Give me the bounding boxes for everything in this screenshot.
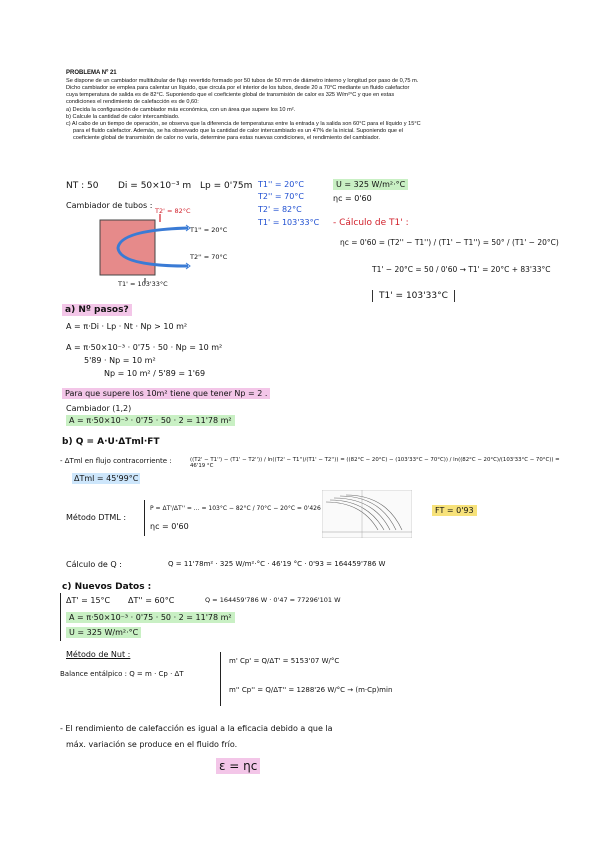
part-c-d2: ΔT'' = 60°C [128, 596, 175, 605]
part-a-l3: 5'89 · Np = 10 m² [84, 356, 156, 365]
diagram-t-in: T1'' = 20°C [190, 226, 228, 234]
data-nt: NT : 50 [66, 181, 99, 191]
calc-t1-line1: ηc = 0'60 = (T2'' − T1'') / (T1' − T1'') = 50° / (T1' − 20°C) [340, 238, 559, 247]
part-b-ntml-eta: ηc = 0'60 [150, 522, 189, 531]
diagram-label: Cambiador de tubos : [66, 201, 153, 210]
diagram-t-bot: T1' = 103'33°C [118, 280, 168, 288]
exchanger-diagram [90, 210, 200, 285]
problem-item-c: c) Al cabo de un tiempo de operación, se observa que la diferencia de temperaturas entre la entrada y la salida son 60°C para el líquido y 15°C para el fluido calefactor. Además, se ha observado que la cantidad de calor intercambiado es un 47% de la inicial. Suponiendo que el coeficiente global de transmisión de calor no varía, determine para estas nuevas condiciones, el rendimiento del cambiador. [66, 121, 421, 141]
diagram-t-top: T2' = 82°C [155, 207, 191, 215]
shell-rect [100, 220, 155, 275]
part-c-head: c) Nuevos Datos : [62, 582, 152, 592]
part-a-conclusion: Para que supere los 10m² tiene que tener Np = 2 . [62, 388, 270, 399]
problem-title: PROBLEMA Nº 21 [66, 70, 117, 76]
data-t3: T2' = 82°C [258, 205, 302, 214]
final-line1: - El rendimiento de calefacción es igual a la eficacia debido a que la [60, 724, 333, 733]
part-c-m2: m'' Cp'' = Q/ΔT'' = 1288'26 W/°C → (m·Cp)min [229, 686, 393, 694]
part-c-m1: m' Cp' = Q/ΔT' = 5153'07 W/°C [229, 657, 340, 665]
part-b-ntml-label: Método DTML : [66, 513, 127, 522]
part-c-d1: ΔT' = 15°C [66, 596, 111, 605]
part-b-q-expr: Q = 11'78m² · 325 W/m²·°C · 46'19 °C · 0'93 = 164459'786 W [168, 560, 386, 568]
calc-t1-result: T1' = 103'33°C [372, 290, 455, 302]
data-di: Di = 50×10⁻³ m [118, 181, 192, 191]
part-b-lmtd-result: ΔTml = 45'99°C [74, 474, 139, 483]
part-b-q-label: Cálculo de Q : [66, 560, 122, 569]
final-eq: ε = ηc [216, 758, 260, 774]
part-b-lmtd-label: - ΔTml en flujo contracorriente : [60, 457, 172, 465]
part-a-l2: A = π·50×10⁻³ · 0'75 · 50 · Np = 10 m² [66, 343, 223, 352]
data-u: U = 325 W/m²·°C [333, 179, 408, 190]
problem-item-a: a) Decida la configuración de cambiador más económica, con un área que supere los 10 m². [66, 107, 296, 113]
problem-text: Se dispone de un cambiador multitubular de flujo revertido formado por 50 tubos de 50 mm de diámetro interno y longitud por paso de 0,75 m. Dicho cambiador se emplea para calentar un líquido, que circula por el interior de los tubos, desde 20 a 70°C mediante un fluido calefactor cuya temperatura de salida es de 82°C. Suponiendo que el coeficiente global de transmisión de calor es 325 W/m²°C y que en estas condiciones el rendimiento de calefacción es de 0,60: [66, 78, 419, 105]
part-a-l1: A = π·Di · Lp · Nt · Np > 10 m² [66, 322, 188, 331]
data-lp: Lp = 0'75m [200, 181, 253, 191]
part-a-sub: Cambiador (1,2) [66, 404, 132, 413]
part-a-area: A = π·50×10⁻³ · 0'75 · 50 · 2 = 11'78 m² [66, 415, 235, 426]
final-line2: máx. variación se produce en el fluido frío. [66, 740, 238, 749]
data-eta: ηc = 0'60 [333, 194, 372, 203]
part-b-ft: FT = 0'93 [432, 505, 477, 516]
data-t2: T2'' = 70°C [258, 192, 304, 201]
calc-t1-line2: T1' − 20°C = 50 / 0'60 → T1' = 20°C + 83'33°C [372, 265, 551, 274]
diagram-t-out: T2'' = 70°C [190, 253, 228, 261]
part-a-l4: Np = 10 m² / 5'89 = 1'69 [104, 369, 206, 378]
part-c-brace [60, 593, 64, 641]
part-c-balance: Balance entálpico : Q = m · Cp · ΔT [60, 670, 184, 678]
calc-t1-head: - Cálculo de T1' : [333, 218, 409, 228]
ntml-brace [144, 500, 148, 536]
problem-statement [66, 70, 422, 142]
part-c-d3: A = π·50×10⁻³ · 0'75 · 50 · 2 = 11'78 m² [66, 612, 235, 623]
data-t1: T1'' = 20°C [258, 180, 304, 189]
ft-chart [322, 490, 412, 538]
part-c-nut-head: Método de Nut : [66, 650, 131, 659]
part-c-q: Q = 164459'786 W · 0'47 = 77296'101 W [205, 596, 341, 604]
part-b-ntml-p: P = ΔT'/ΔT'' = ... = 103°C − 82°C / 70°C − 20°C = 0'426 [150, 505, 321, 512]
problem-item-b: b) Calcule la cantidad de calor intercambiado. [66, 114, 180, 120]
part-b-lmtd-expr: ((T2' − T1'') − (T1' − T2'')) / ln((T2' − T1'')/(T1' − T2'')) = ((82°C − 20°C) − (103'33°C − 70°C)) / ln((82°C − 20°C)/(103'33°C − 70°C)) = 46'19 °C [190, 457, 560, 469]
nut-brace [220, 652, 224, 706]
data-t4: T1' = 103'33°C [258, 218, 320, 227]
part-b-head: b) Q = A·U·ΔTml·FT [62, 437, 160, 447]
part-c-d4: U = 325 W/m²·°C [66, 627, 141, 638]
part-a-head: a) Nº pasos? [62, 304, 132, 316]
